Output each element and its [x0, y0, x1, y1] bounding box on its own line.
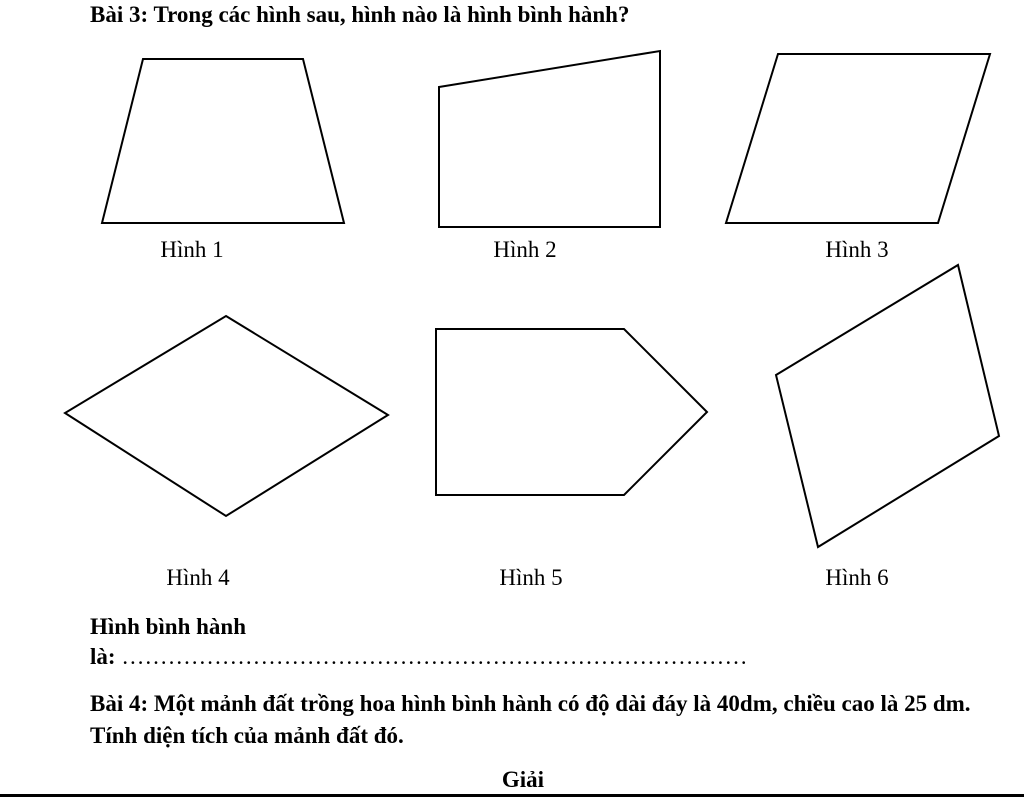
figure-3-label: Hình 3 — [825, 237, 889, 262]
figure-6-label: Hình 6 — [825, 565, 889, 590]
figure-5-label: Hình 5 — [499, 565, 563, 590]
exercise-3-title: Bài 3: Trong các hình sau, hình nào là hình bình hành? — [90, 2, 630, 27]
figure-4-label: Hình 4 — [166, 565, 230, 590]
figure-6-parallelogram — [776, 265, 999, 547]
solution-heading: Giải — [501, 767, 545, 792]
bottom-divider — [0, 794, 1024, 797]
answer-prefix: là: — [90, 644, 116, 669]
answer-blank[interactable]: ……………………………………………………………………… — [121, 644, 748, 669]
figure-4-rhombus — [65, 316, 388, 516]
figure-2-label: Hình 2 — [493, 237, 557, 262]
figure-5-pentagon — [436, 329, 707, 495]
exercise-4-text: Bài 4: Một mảnh đất trồng hoa hình bình hành có độ dài đáy là 40dm, chiều cao là 25 dm. Tính diện tích của mảnh đất đó. — [90, 691, 971, 748]
answer-line — [90, 642, 748, 672]
figure-1-label: Hình 1 — [160, 237, 224, 262]
figure-2-quadrilateral — [439, 51, 660, 227]
figure-1-trapezoid — [102, 59, 344, 223]
figure-3-parallelogram — [726, 54, 990, 223]
answer-label: Hình bình hành — [90, 614, 247, 639]
